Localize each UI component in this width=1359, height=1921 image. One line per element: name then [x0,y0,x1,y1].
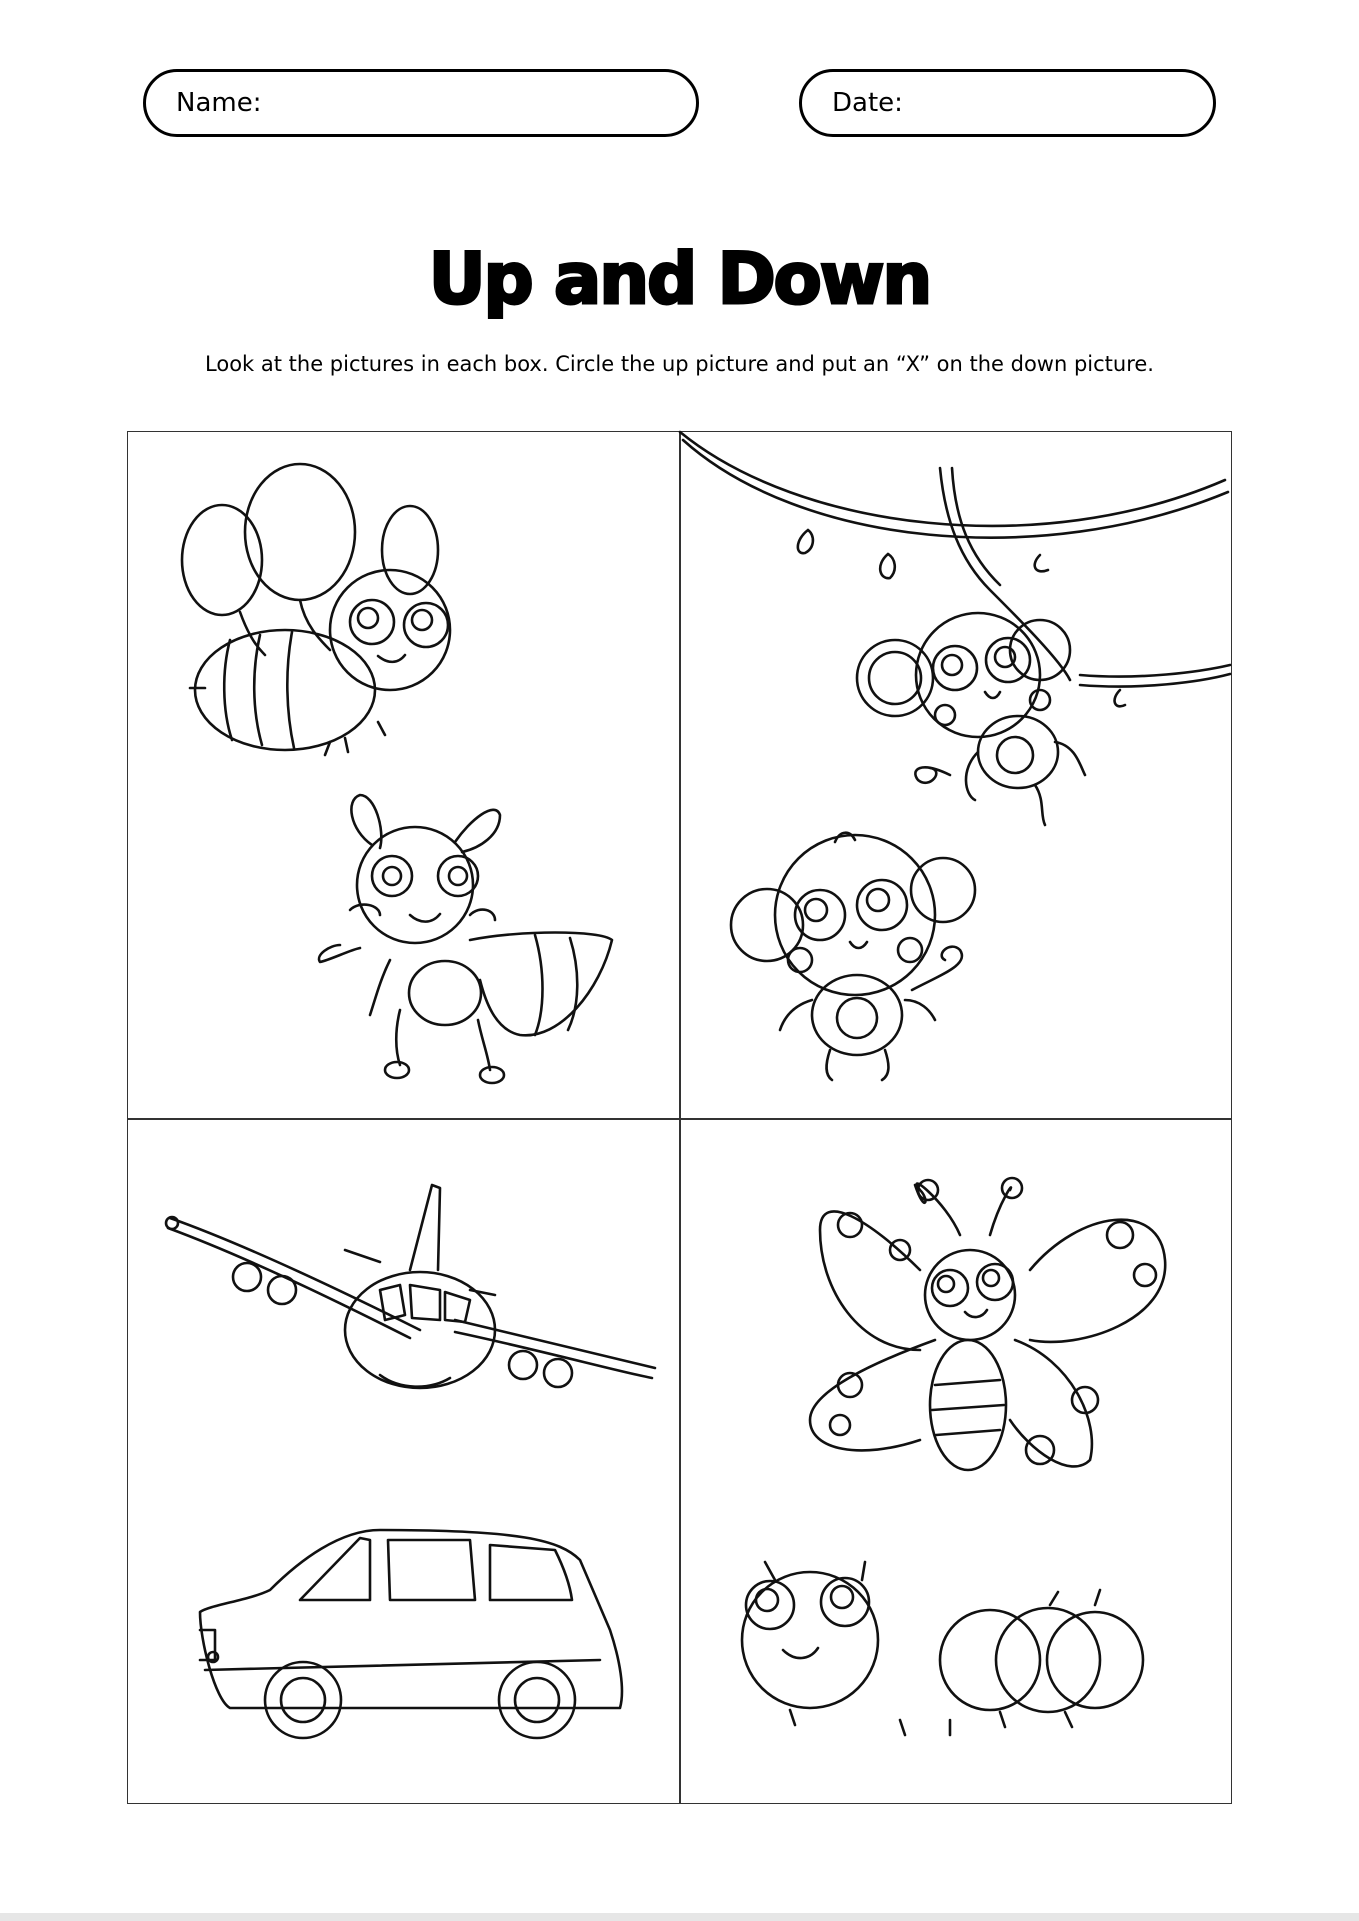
page-bottom-edge [0,1913,1359,1921]
caterpillar-icon[interactable] [742,1562,1143,1735]
worksheet-title: Up and Down [428,238,931,320]
ant-icon[interactable] [319,795,612,1083]
butterfly-icon[interactable] [810,1178,1165,1470]
monkey-standing-icon[interactable] [731,833,975,1080]
airplane-icon[interactable] [166,1185,655,1388]
bee-with-balloons-icon[interactable] [182,464,450,755]
name-label: Name: [176,88,262,118]
car-icon[interactable] [200,1530,622,1738]
monkey-hanging-from-vine-icon[interactable] [680,432,1230,825]
instructions-text: Look at the pictures in each box. Circle the up picture and put an “X” on the down picture. [205,352,1154,376]
date-label: Date: [832,88,903,118]
